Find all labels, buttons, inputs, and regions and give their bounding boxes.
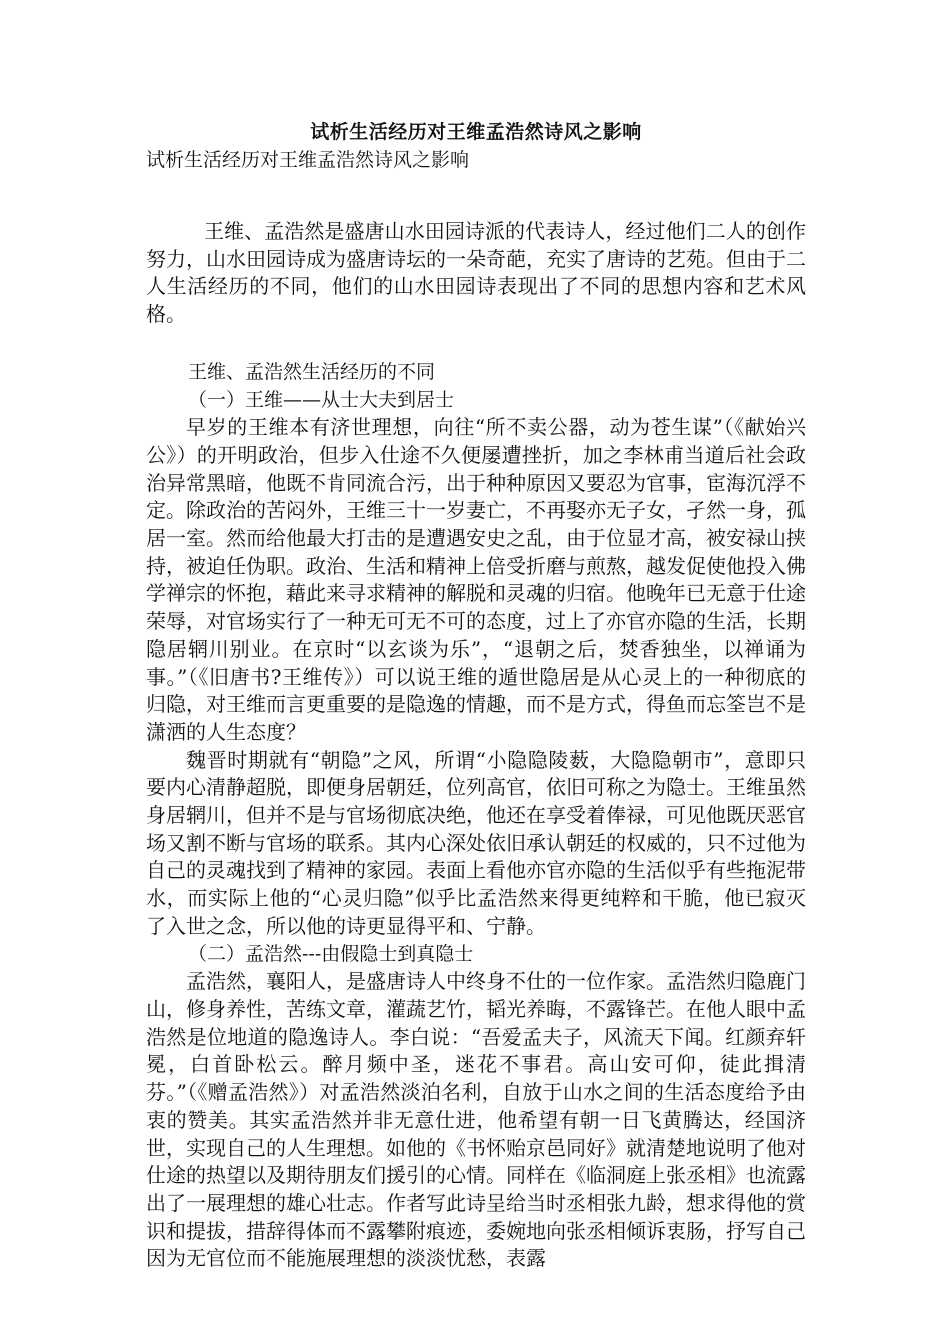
spacer [146, 174, 806, 218]
subsection-heading-wang-wei: （一）王维——从士大夫到居士 [188, 388, 455, 411]
paragraph-wang-wei-1: 早岁的王维本有济世理想，向往“所不卖公器，动为苍生谋”（《献始兴公》）的开明政治，但步入仕途不久便屡遭挫折，加之李林甫当道后社会政治异常黑暗，他既不肯同流合污，出于种种原因又要忍为官事，宦海沉浮不定。除政治的苦闷外，王维三十一岁妻亡，不再娶亦无子女，孑然一身，孤居一室。然而给他最大打击的是遭遇安史之乱，由于位显才高，被安禄山挟持，被迫任伪职。政治、生活和精神上倍受折磨与煎熬，越发促使他投入佛学禅宗的怀抱，藉此来寻求精神的解脱和灵魂的归宿。他晚年已无意于仕途荣辱，对官场实行了一种无可无不可的态度，过上了亦官亦隐的生活，长期隐居辋川别业。在京时“以玄谈为乐”，“退朝之后，焚香独坐，以禅诵为事。”（《旧唐书?王维传》）可以说王维的遁世隐居是从心灵上的一种彻底的归隐，对王维而言更重要的是隐逸的情趣，而不是方式，得鱼而忘筌岂不是潇洒的人生态度？ [146, 415, 806, 744]
document-page [146, 118, 806, 1273]
paragraph-meng-haoran-1: 孟浩然，襄阳人，是盛唐诗人中终身不仕的一位作家。孟浩然归隐鹿门山，修身养性，苦练文章，灌蔬艺竹，韬光养晦，不露锋芒。在他人眼中孟浩然是位地道的隐逸诗人。李白说：“吾爱孟夫子，风流天下闻。红颜弃轩冕，白首卧松云。醉月频中圣，迷花不事君。高山安可仰，徒此揖清芬。”（《赠孟浩然》）对孟浩然淡泊名利，自放于山水之间的生活态度给予由衷的赞美。其实孟浩然并非无意仕进，他希望有朝一日飞黄腾达，经国济世，实现自己的人生理想。如他的《书怀贻京邑同好》就清楚地说明了他对仕途的热望以及期待朋友们援引的心情。同样在《临洞庭上张丞相》也流露出了一展理想的雄心壮志。作者写此诗呈给当时丞相张九龄，想求得他的赏识和提拔，措辞得体而不露攀附痕迹，委婉地向张丞相倾诉衷肠，抒写自己因为无官位而不能施展理想的淡淡忧愁，表露 [146, 969, 806, 1271]
section-heading: 王维、孟浩然生活经历的不同 [188, 360, 436, 383]
paragraph-wang-wei-2: 魏晋时期就有“朝隐”之风，所谓“小隐隐陵薮，大隐隐朝市”，意即只要内心清静超脱，即便身居朝廷，位列高官，依旧可称之为隐士。王维虽然身居辋川，但并不是与官场彻底决绝，他还在享受着俸禄，可见他既厌恶官场又割不断与官场的联系。其内心深处依旧承认朝廷的权威的，只不过他为自己的灵魂找到了精神的家园。表面上看他亦官亦隐的生活似乎有些拖泥带水，而实际上他的“心灵归隐”似乎比孟浩然来得更纯粹和干脆，他已寂灭了入世之念，所以他的诗更显得平和、宁静。 [146, 747, 806, 938]
intro-paragraph: 王维、孟浩然是盛唐山水田园诗派的代表诗人，经过他们二人的创作努力，山水田园诗成为盛唐诗坛的一朵奇葩，充实了唐诗的艺苑。但由于二人生活经历的不同，他们的山水田园诗表现出了不同的思想内容和艺术风格。 [146, 219, 806, 327]
document-title: 试析生活经历对王维孟浩然诗风之影响 [310, 121, 642, 143]
spacer [146, 329, 806, 359]
document-subtitle: 试析生活经历对王维孟浩然诗风之影响 [146, 149, 470, 171]
subsection-heading-meng-haoran: （二）孟浩然---由假隐士到真隐士 [188, 942, 474, 965]
